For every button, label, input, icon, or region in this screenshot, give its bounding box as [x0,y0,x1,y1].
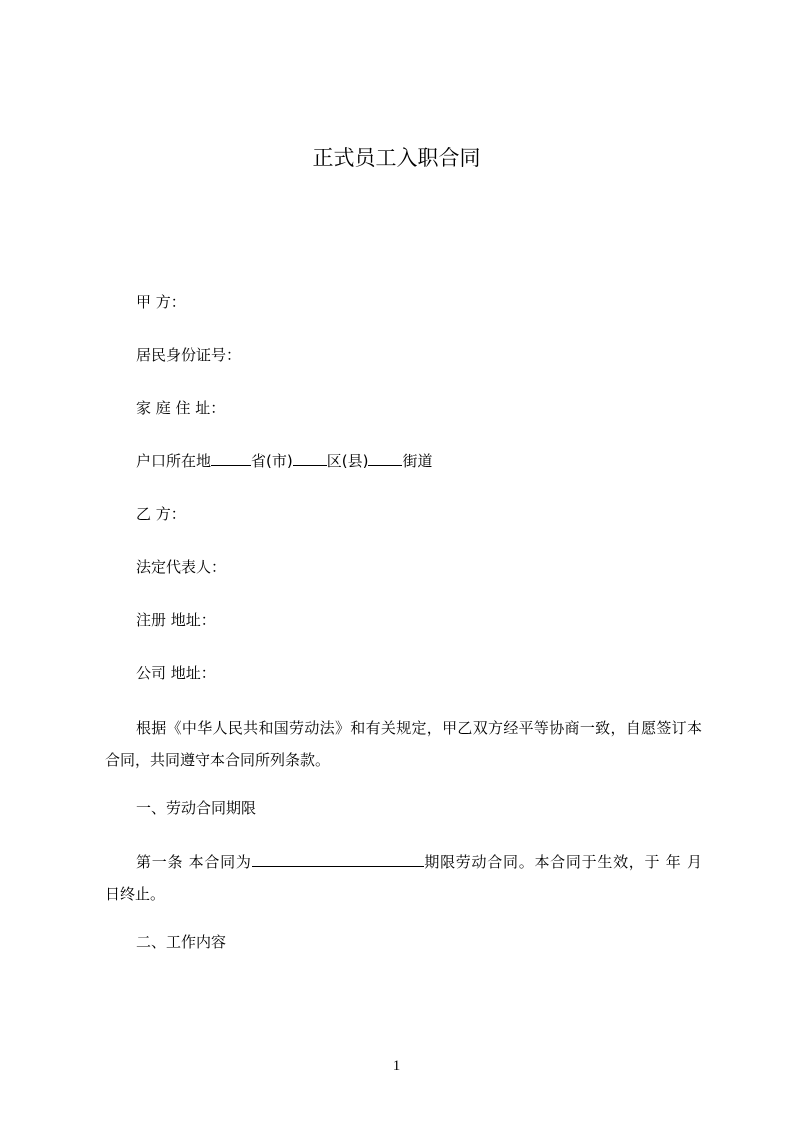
party-a-label: 甲 方： [136,293,186,311]
document-title: 正式员工入职合同 [312,146,481,170]
registered-address-label: 注册 地址： [136,611,216,629]
household-district: 区(县) [326,452,369,470]
article-1-suffix: 期限劳动合同。本合同于生效，于 年 月 日终止。 [105,853,702,903]
id-number-label: 居民身份证号： [136,346,242,364]
legal-representative-label: 法定代表人： [136,558,227,576]
household-street: 街道 [402,452,433,470]
article-1-prefix: 第一条 本合同为 [136,853,252,871]
page-number: 1 [392,1058,401,1074]
household-prefix: 户口所在地 [136,452,212,470]
street-blank [368,451,402,466]
district-blank [293,451,327,466]
home-address-label: 家 庭 住 址： [136,399,226,417]
province-blank [211,451,251,466]
company-address-label: 公司 地址： [136,664,216,682]
intro-paragraph: 根据《中华人民共和国劳动法》和有关规定，甲乙双方经平等协商一致，自愿签订本合同，共同遵守本合同所列条款。 [105,719,702,769]
section-1-heading: 一、劳动合同期限 [136,799,257,817]
contract-term-blank [252,852,424,867]
party-b-label: 乙 方： [136,505,186,523]
household-registration-line [136,451,432,471]
household-province: 省(市) [251,452,293,470]
section-2-heading: 二、工作内容 [136,933,227,951]
article-1-paragraph [105,846,702,910]
